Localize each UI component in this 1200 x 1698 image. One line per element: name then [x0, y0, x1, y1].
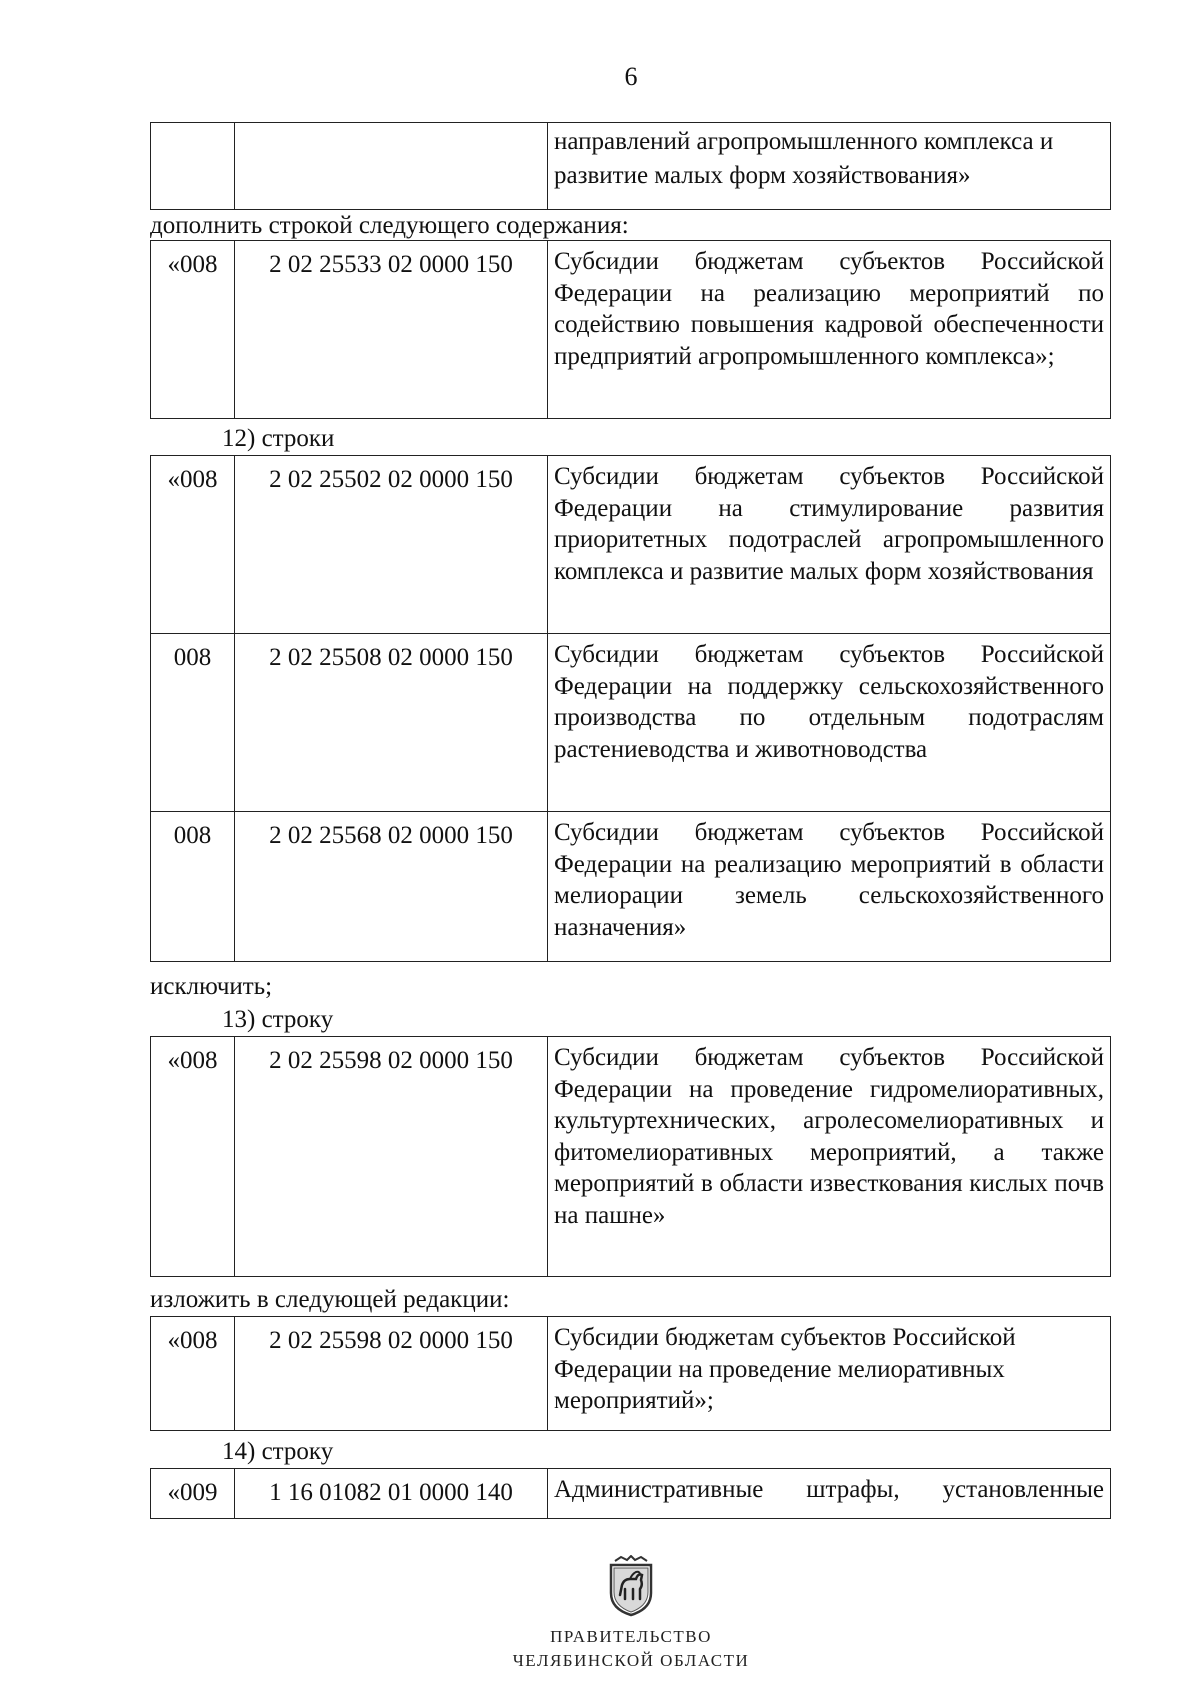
budget-code-cell: 2 02 25502 02 0000 150 — [235, 456, 548, 634]
next-row-table — [150, 1468, 1111, 1519]
page-number: 6 — [624, 62, 638, 91]
new-wording-table — [150, 1316, 1111, 1431]
description-cell: Субсидии бюджетам субъектов Российской Федерации на проведение гидромелиоративных, культуртехнических, агролесомелиоративных и фитомелиоративных мероприятий, а также мероприятий в области известкования кислых почв на пашне» — [548, 1037, 1111, 1277]
admin-code-cell: «008 — [151, 1317, 235, 1431]
stamp-line-2: ЧЕЛЯБИНСКОЙ ОБЛАСТИ — [512, 1651, 750, 1670]
table-row — [151, 634, 1111, 812]
admin-code-cell — [151, 123, 235, 210]
item-heading-12: 12) строки — [222, 425, 335, 452]
budget-code-cell — [235, 123, 548, 210]
admin-code-cell: «008 — [151, 1037, 235, 1277]
budget-code-cell: 1 16 01082 01 0000 140 — [235, 1469, 548, 1519]
stamp-line-1: ПРАВИТЕЛЬСТВО — [550, 1627, 712, 1646]
item-heading-14: 14) строку — [222, 1438, 334, 1465]
amendment-instruction: изложить в следующей редакции: — [150, 1286, 510, 1313]
table-row — [151, 812, 1111, 962]
excluded-rows-table — [150, 455, 1111, 962]
budget-code-cell: 2 02 25568 02 0000 150 — [235, 812, 548, 962]
admin-code-cell: «008 — [151, 241, 235, 419]
description-cell: Субсидии бюджетам субъектов Российской Федерации на реализацию мероприятий в области мелиорации земель сельскохозяйственного назначения» — [548, 812, 1111, 962]
added-row-table — [150, 240, 1111, 419]
admin-code-cell: 008 — [151, 634, 235, 812]
admin-code-cell: «008 — [151, 456, 235, 634]
restated-row-table — [150, 1036, 1111, 1277]
description-cell: Административные штрафы, установленные — [548, 1469, 1111, 1519]
table-row — [151, 1037, 1111, 1277]
amendment-instruction: дополнить строкой следующего содержания: — [150, 212, 629, 239]
table-row — [151, 241, 1111, 419]
description-cell: Субсидии бюджетам субъектов Российской Федерации на стимулирование развития приоритетных подотраслей агропромышленного комплекса и развитие малых форм хозяйствования — [548, 456, 1111, 634]
table-row — [151, 456, 1111, 634]
admin-code-cell: «009 — [151, 1469, 235, 1519]
coat-of-arms-icon — [605, 1555, 657, 1617]
description-cell: Субсидии бюджетам субъектов Российской Федерации на поддержку сельскохозяйственного производства по отдельным подотраслям растениеводства и животноводства — [548, 634, 1111, 812]
item-heading-13: 13) строку — [222, 1006, 334, 1033]
table-row — [151, 123, 1111, 210]
budget-code-cell: 2 02 25598 02 0000 150 — [235, 1037, 548, 1277]
budget-code-cell: 2 02 25598 02 0000 150 — [235, 1317, 548, 1431]
government-stamp — [0, 1555, 1200, 1673]
table-row — [151, 1469, 1111, 1519]
description-cell: Субсидии бюджетам субъектов Российской Федерации на реализацию мероприятий по содействию повышения кадровой обеспеченности предприятий агропромышленного комплекса»; — [548, 241, 1111, 419]
table-row — [151, 1317, 1111, 1431]
budget-code-cell: 2 02 25508 02 0000 150 — [235, 634, 548, 812]
admin-code-cell: 008 — [151, 812, 235, 962]
description-cell: Субсидии бюджетам субъектов Российской Федерации на проведение мелиоративных мероприятий»; — [548, 1317, 1111, 1431]
amendment-instruction: исключить; — [150, 973, 273, 1000]
budget-code-cell: 2 02 25533 02 0000 150 — [235, 241, 548, 419]
description-cell: направлений агропромышленного комплекса и развитие малых форм хозяйствования» — [548, 123, 1111, 210]
continuation-table — [150, 122, 1111, 210]
